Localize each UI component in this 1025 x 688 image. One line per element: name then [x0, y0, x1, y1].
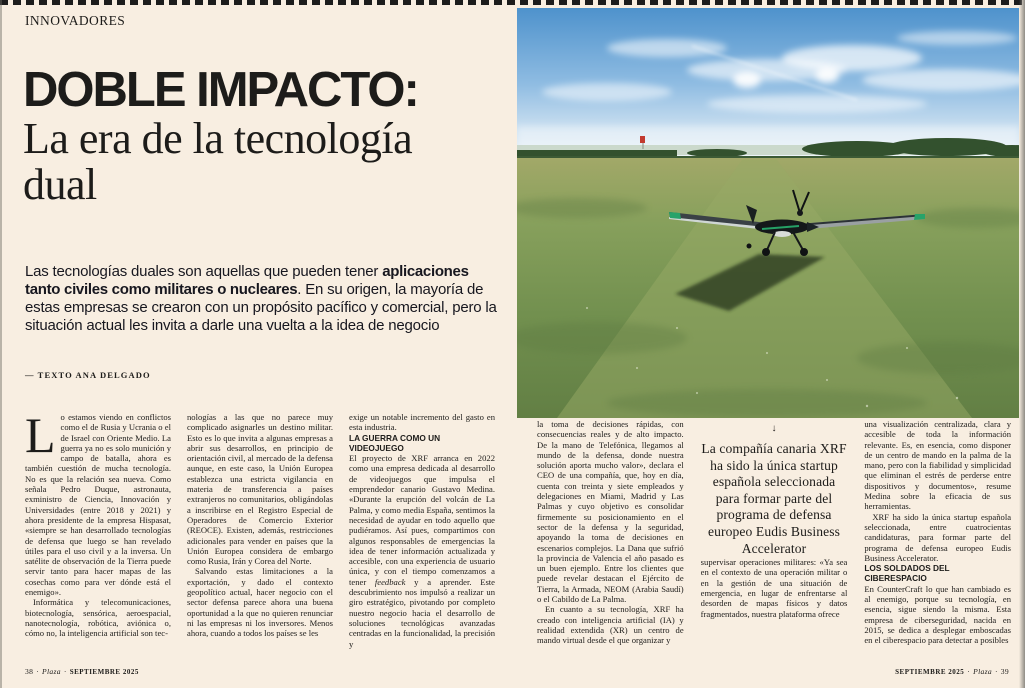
paragraph: nologías a las que no parece muy complicado asignarles un destino militar. Esto es lo que invita a algunas empresas a abrir sus desarrollos, en principio de orientación civil, al mercado de la defensa aunque, en este caso, la Unión Europea establezca una estricta vigilancia en materia de transferencia a países extranjeros no comunitarios, obligándolas a inscribirse en el Registro Especial de Operadores de Comercio Exterior (REOCE). Existen, además, restricciones adicionales para vender en países que la Unión Europea considera de embargo como Rusia, Irán y Corea del Norte.	[187, 412, 333, 567]
down-arrow-icon: ↓	[771, 423, 777, 434]
byline: — TEXTO ANA DELGADO	[25, 370, 151, 380]
right-column-3	[864, 419, 1011, 659]
paragraph: una visualización centralizada, clara y accesible de toda la información relevante. Es, en esencia, como disponer de un centro de mando en la palma de la mano, pero con la fiabilidad y simplicidad que eliminan el estrés de perderse entre dispositivos y documentos», resume Medina sobre la eficacia de sus herramientas.	[864, 419, 1012, 512]
paragraph: Informática y telecomunicaciones, biotecnología, sensórica, aeroespacial, nanotecnología, robótica, aviónica o, cómo no, la inteligencia artificial son tec-	[25, 597, 171, 639]
left-page-columns	[25, 412, 495, 660]
drone-wheel	[800, 248, 808, 256]
drone-prop-hub	[797, 210, 803, 216]
pull-quote-text: La compañía canaria XRF ha sido la única startup española seleccionada para formar parte del programa de defensa europeo Eudis Business Accelerator	[701, 441, 847, 556]
standfirst	[25, 263, 499, 335]
paragraph: XRF ha sido la única startup española seleccionada, entre cuatrocientas candidaturas, para formar parte del programa de defensa europeo Eudis Business Accelerator.	[864, 511, 1012, 563]
paragraph: exige un notable incremento del gasto en esta industria.	[349, 412, 495, 433]
right-column-2	[701, 419, 848, 659]
italic-word: feedback	[374, 576, 406, 587]
drone-belly-pod	[773, 231, 791, 237]
drone-wheel	[762, 248, 770, 256]
right-page-edge	[1019, 0, 1025, 688]
section-header-ciberespacio: LOS SOLDADOS DEL CIBERESPACIO	[864, 563, 950, 584]
issue-date: SEPTIEMBRE 2025	[69, 668, 139, 676]
folio-separator: ·	[967, 667, 971, 676]
dropcap: L	[25, 412, 56, 463]
paragraph: la toma de decisiones rápidas, con consecuencias reales y de alto impacto. De la mano de Telefónica, llegamos al mundo de la defensa, donde nuestra solución aporta mucho valor», declara el CEO de una compañía, que, hoy en día, cuenta con treinta y siete empleados y delegaciones en Miami, Madrid y Las Palmas y cuyo objetivo es consolidar firmemente su posicionamiento en el sector de la defensa y la seguridad, apoyando la toma de decisiones en escenarios complejos. La Dana que sufrió la provincia de Valencia el año pasado es un buen ejemplo. Entre los clientes que puede revelar destacan el Ejército de Tierra, la Armada, NEOM (Arabia Saudí) o el Cabildo de La Palma.	[537, 419, 684, 605]
drone-photo	[517, 8, 1019, 418]
paragraph	[25, 412, 171, 597]
paragraph-text: y a aprender. Este descubrimiento nos impulsó a realizar un giro estratégico, pivotando por completo nuestro negocio hacia el desarrollo de soluciones tecnológicas avanzadas centradas en la funcionalidad, la precisión y	[349, 576, 495, 649]
standfirst-text: Las tecnologías duales son aquellas que pueden tener	[25, 263, 383, 280]
title-line-1: DOBLE IMPACTO:	[23, 63, 418, 117]
magazine-name: Plaza	[42, 667, 61, 676]
section-kicker: INNOVADORES	[25, 13, 126, 28]
page-number: 38	[25, 667, 34, 676]
drone-left-wingtip	[669, 212, 681, 219]
left-folio	[25, 667, 139, 676]
page-number: 39	[1000, 667, 1009, 676]
right-column-1	[537, 419, 684, 659]
magazine-name: Plaza	[973, 667, 992, 676]
left-column-3	[349, 412, 495, 660]
drone-tail-wheel	[747, 244, 752, 249]
paragraph	[349, 453, 495, 649]
paragraph: Salvando estas limitaciones a la exportación, y dado el contexto geopolítico actual, hacer negocio con el sector defensa parece ahora una buena oportunidad a la que no quieren renunciar ni las empresas ni los inversores. Menos ahora, cuando a todos los países se les	[187, 566, 333, 639]
drone-right-wingtip	[914, 214, 925, 220]
title-line-3: dual	[23, 160, 97, 209]
left-column-2	[187, 412, 333, 660]
pull-quote	[701, 424, 848, 557]
article-title	[23, 64, 511, 208]
folio-separator: ·	[36, 667, 40, 676]
paragraph: En CounterCraft lo que han cambiado es al enemigo, porque su tecnología, en esencia, sigue siendo la misma. Esta empresa de ciberseguridad, nacida en 2015, se dedica a desplegar emboscadas en el ciberespacio para detectar a posibles	[864, 583, 1012, 646]
standfirst-bold: aplicaciones tanto civiles como militares o nucleares	[25, 263, 469, 298]
left-page-edge	[0, 0, 2, 688]
paragraph-text: o estamos viendo en conflictos como el de Rusia y Ucrania o el de Israel con Oriente Medio. La guerra ya no es solo munición y campo de batalla, ahora es también cuestión de mucha tecnología. No es que la relación sea nueva. Como señala Pedro Duque, astronauta, exministro de Ciencia, Innovación y Universidades (entre 2018 y 2021) y ahora presidente de la empresa Hispasat, «siempre se han desarrollado tecnologías de defensa que luego se han revelado útiles para el uso civil y a la inversa. Un satélite de observación de la Tierra puede servir tanto para hacer mapas de las cosechas como para ver dónde está el enemigo».	[25, 412, 171, 598]
right-page-columns	[537, 419, 1011, 659]
dashed-top-border	[0, 0, 1025, 5]
paragraph: En cuanto a su tecnología, XRF ha creado con inteligencia artificial (IA) y realidad extendida (XR) un centro de mando virtual desde el que organizar y	[537, 604, 684, 646]
paragraph-text: El proyecto de XRF arranca en 2022 como una empresa dedicada al desarrollo de videojuegos que impulsa el emprendedor canario Gustavo Medina. «Durante la erupción del volcán de La Palma, y como media España, sentimos la necesidad de ayudar en todo aquello que pudiéramos. Así pues, compartimos con algunos responsables de emergencias la idea de tener información actualizada y accesible, con una experiencia de usuario única, y con el tiempo comenzamos a tener	[349, 453, 495, 587]
right-folio	[895, 667, 1009, 676]
paragraph: supervisar operaciones militares: «Ya sea en el contexto de una operación militar o en la gestión de una situación de emergencia, en lugar de enfrentarse al desorden de mapas físicos y datos fragmentados, nuestra plataforma ofrece	[700, 557, 848, 619]
folio-separator: ·	[994, 667, 998, 676]
title-line-2: La era de la tecnología	[23, 114, 413, 163]
issue-date: SEPTIEMBRE 2025	[895, 668, 965, 676]
folio-separator: ·	[63, 667, 67, 676]
section-header-videojuego: LA GUERRA COMO UN VIDEOJUEGO	[349, 432, 441, 453]
left-column-1	[25, 412, 171, 660]
standfirst-text-end: . En su origen, la mayoría de estas empresas se crearon con un propósito pacífico y comercial, pero la situación actual les invita a darle una vuelta a la idea de negocio	[25, 281, 497, 334]
